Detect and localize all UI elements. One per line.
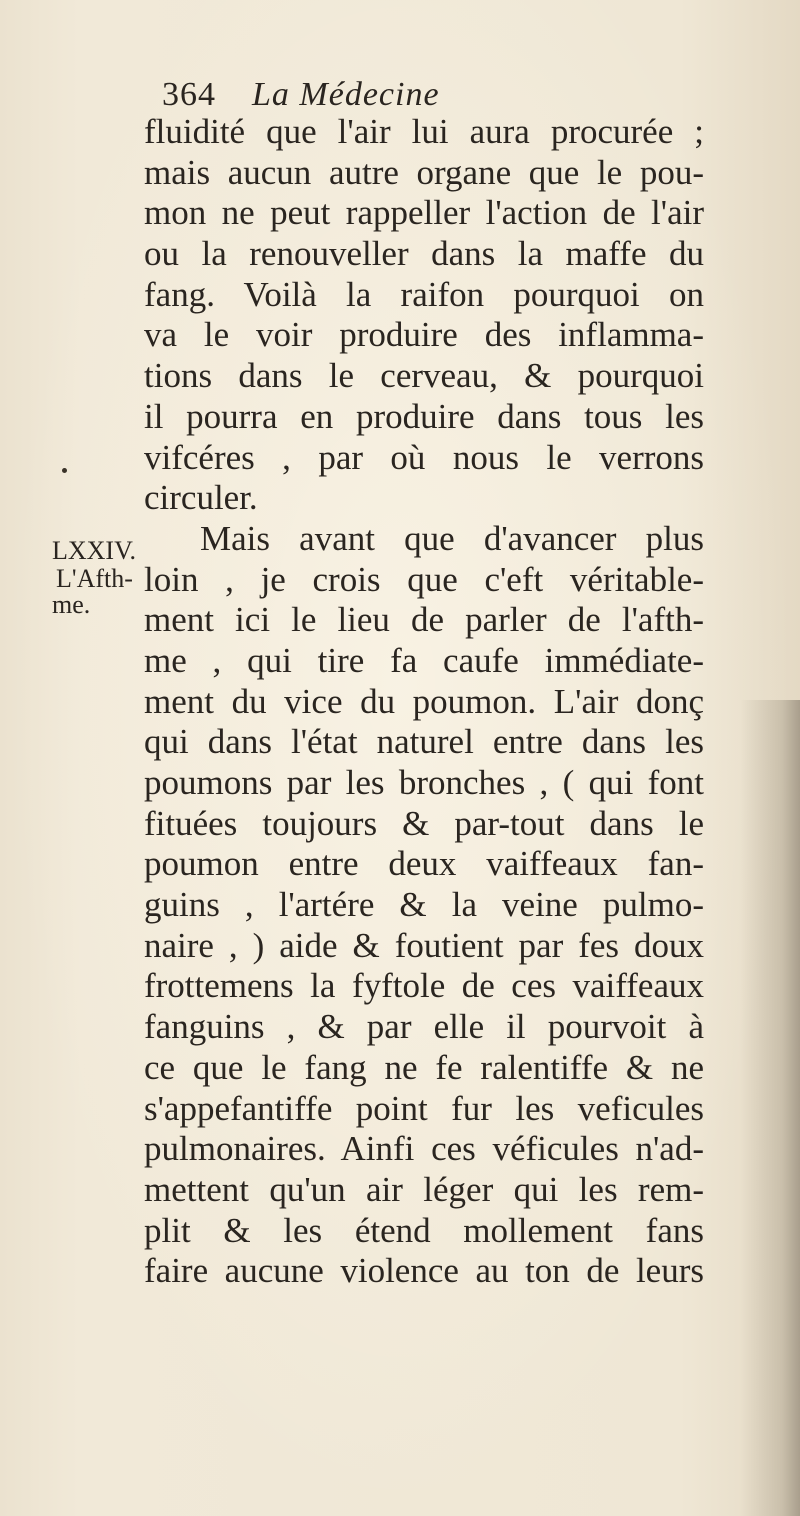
text-line: Mais avant que d'avancer plus <box>200 518 704 558</box>
text-line: naire , ) aide & foutient par fes doux <box>144 925 704 965</box>
text-line: il pourra en produire dans tous les <box>144 396 704 436</box>
text-line: ce que le fang ne fe ralentiffe & ne <box>144 1047 704 1087</box>
text-line: me , qui tire fa caufe immédiate- <box>144 640 704 680</box>
text-line: loin , je crois que c'eft véritable- <box>144 559 704 599</box>
text-line: poumon entre deux vaiffeaux fan- <box>144 844 704 884</box>
text-line: mon ne peut rappeller l'action de l'air <box>144 193 704 233</box>
ink-speck <box>62 468 67 473</box>
text-line: fanguins , & par elle il pourvoit à <box>144 1007 704 1047</box>
text-line: mais aucun autre organe que le pou- <box>144 152 704 192</box>
text-line: faire aucune violence au ton de leurs <box>144 1251 704 1291</box>
page-number: 364 <box>162 76 216 113</box>
page-edge-shadow <box>740 700 800 1516</box>
text-line: s'appefantiffe point fur les veficules <box>144 1088 704 1128</box>
text-line: fituées toujours & par-tout dans le <box>144 803 704 843</box>
text-line: circuler. <box>144 478 258 518</box>
running-title: La Médecine <box>252 76 440 113</box>
body-text <box>144 112 704 1292</box>
text-line: fang. Voilà la raifon pourquoi on <box>144 274 704 314</box>
text-line: frottemens la fyftole de ces vaiffeaux <box>144 966 704 1006</box>
text-line: pulmonaires. Ainfi ces véficules n'ad- <box>144 1129 704 1169</box>
text-line: va le voir produire des inflamma- <box>144 315 704 355</box>
margin-note-topic: L'Afth- <box>56 564 133 593</box>
text-line: ment ici le lieu de parler de l'afth- <box>144 600 704 640</box>
text-line: vifcéres , par où nous le verrons <box>144 437 704 477</box>
text-line: qui dans l'état naturel entre dans les <box>144 722 704 762</box>
text-line: fluidité que l'air lui aura procurée ; <box>144 112 704 151</box>
text-line: tions dans le cerveau, & pourquoi <box>144 356 704 396</box>
text-line: ou la renouveller dans la maffe du <box>144 234 704 274</box>
text-line: plit & les étend mollement fans <box>144 1210 704 1250</box>
text-line: poumons par les bronches , ( qui font <box>144 763 704 802</box>
text-line: ment du vice du poumon. L'air donç <box>144 681 704 721</box>
text-line: guins , l'artére & la veine pulmo- <box>144 885 704 925</box>
margin-note-section-number: LXXIV. <box>52 536 137 565</box>
margin-note-topic-continued: me. <box>52 590 91 619</box>
text-line: mettent qu'un air léger qui les rem- <box>144 1169 704 1209</box>
